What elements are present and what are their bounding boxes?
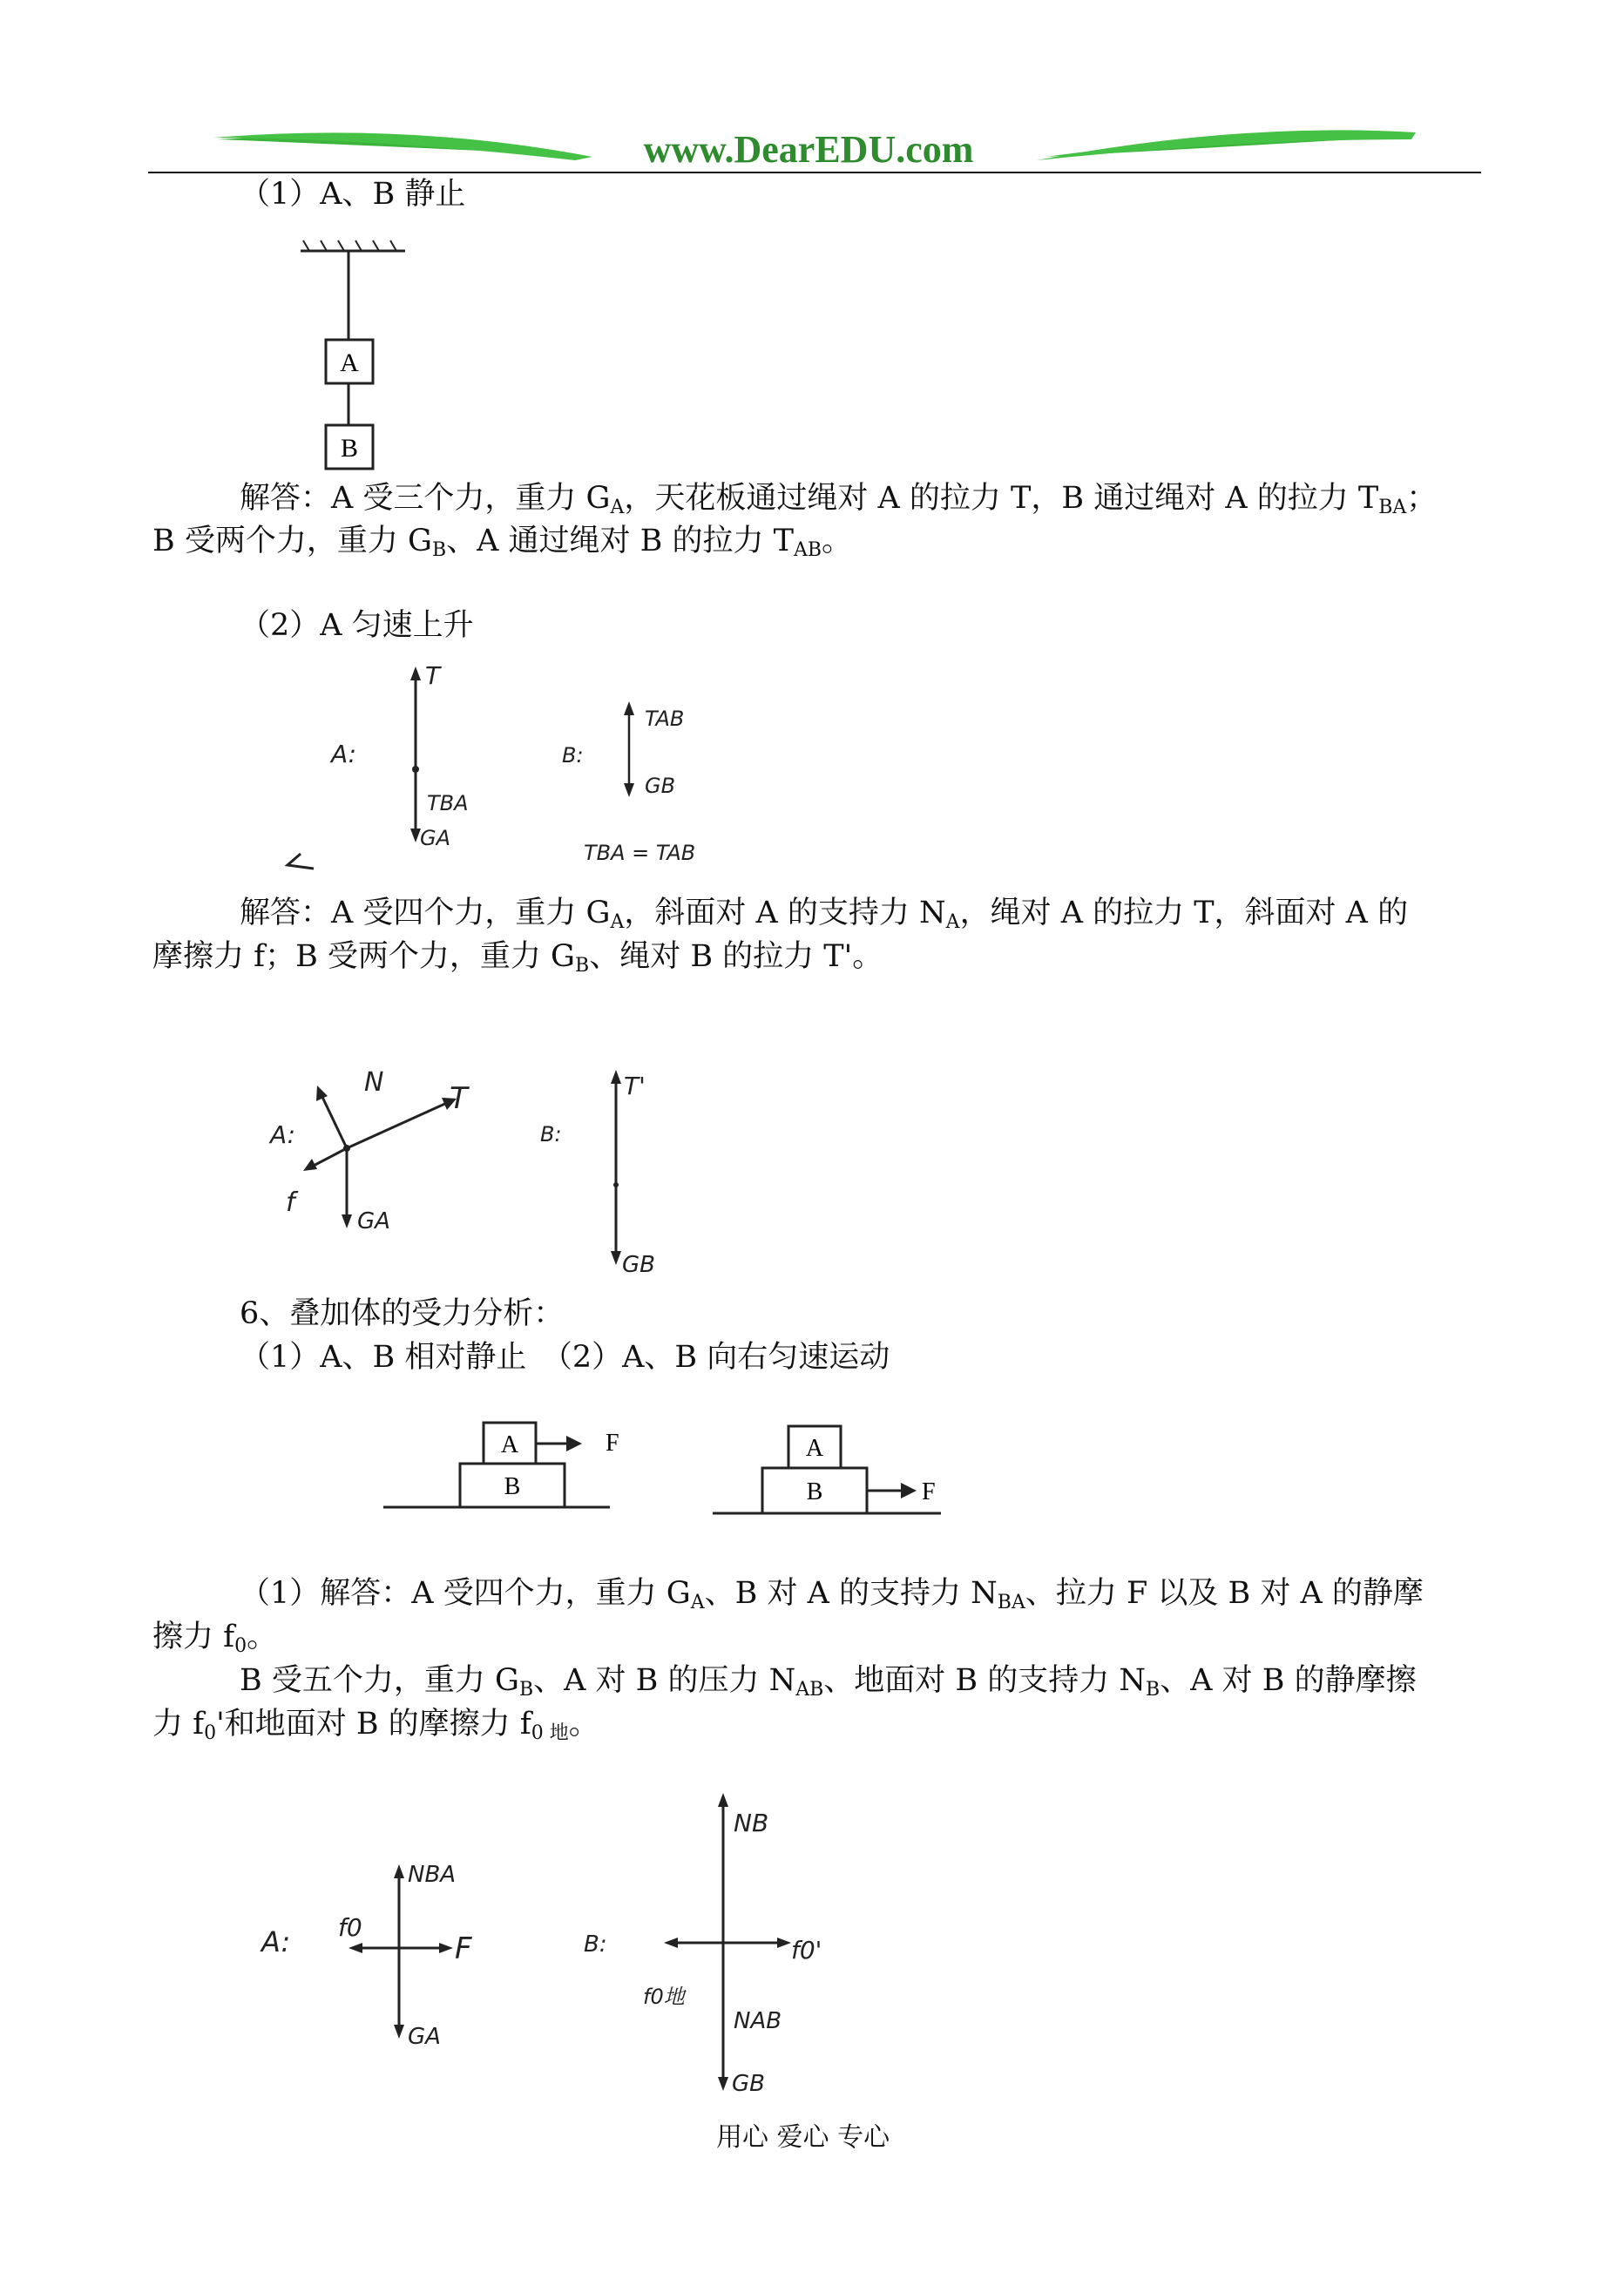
svg-text:T: T <box>450 1081 468 1116</box>
svg-text:T': T' <box>624 1072 646 1100</box>
logo-text: www.DearEDU.com <box>643 128 974 171</box>
svg-text:A:: A: <box>331 740 357 768</box>
svg-text:f0': f0' <box>791 1936 822 1965</box>
svg-text:f: f <box>286 1187 295 1218</box>
section-2-answer-line-1: 解答：A 受四个力，重力 $G_A$，斜面对 A 的支持力 $N_A$，绳对 A 的拉力 T，斜面对 A 的 <box>240 896 1409 933</box>
svg-text:A: A <box>500 1431 519 1458</box>
svg-text:GB: GB <box>645 774 676 798</box>
section-6-title: 6、叠加体的受力分析： <box>240 1296 565 1331</box>
svg-text:NAB: NAB <box>734 2008 782 2034</box>
svg-text:B: B <box>504 1473 521 1500</box>
svg-text:f0: f0 <box>338 1913 362 1942</box>
svg-text:A: A <box>805 1435 824 1462</box>
section-2-title: （2）A 匀速上升 <box>240 608 474 643</box>
section-6-answer-line-4: 力 $f_0'$和地面对 B 的摩擦力 $f_{0 地}$。 <box>152 1707 599 1744</box>
svg-text:TAB: TAB <box>645 707 685 731</box>
section-1-answer-line-1: 解答：A 受三个力，重力 $G_A$，天花板通过绳对 A 的拉力 T，B 通过绳对 A 的拉力 $T_{BA}$； <box>240 481 1438 518</box>
svg-text:F: F <box>455 1931 472 1966</box>
svg-text:NB: NB <box>734 1809 769 1837</box>
section-2-answer-line-2: 摩擦力 f；B 受两个力，重力 $G_B$、绳对 B 的拉力 T'。 <box>152 939 883 977</box>
svg-text:GA: GA <box>357 1208 390 1234</box>
svg-text:B:: B: <box>540 1122 562 1146</box>
svg-text:B:: B: <box>562 743 584 768</box>
section-6-answer-line-1: （1）解答：A 受四个力，重力 $G_A$、B 对 A 的支持力 $N_{BA}$、拉力 F 以及 B 对 A 的静摩 <box>240 1576 1424 1613</box>
incline-force-diagram <box>261 1063 784 1281</box>
footer-text: 用心 爱心 专心 <box>716 2122 890 2153</box>
stacked-force-diagram <box>253 1786 950 2100</box>
section-1-answer-line-2: B 受两个力，重力 $G_B$、A 通过绳对 B 的拉力 $T_{AB}$。 <box>152 524 853 561</box>
rise-diagram <box>288 658 810 884</box>
svg-text:F: F <box>606 1430 619 1457</box>
svg-text:NBA: NBA <box>408 1862 457 1888</box>
svg-text:F: F <box>922 1478 936 1505</box>
svg-text:A: A <box>340 348 359 377</box>
svg-text:GB: GB <box>732 2071 765 2097</box>
svg-text:T: T <box>425 661 441 690</box>
section-6-answer-line-3: B 受五个力，重力 $G_B$、A 对 B 的压力 $N_{AB}$、地面对 B 的支持力 $N_B$、A 对 B 的静摩擦 <box>240 1663 1417 1701</box>
svg-text:TBA = TAB: TBA = TAB <box>584 841 696 865</box>
hanging-diagram <box>296 235 470 479</box>
svg-text:A:: A: <box>270 1120 296 1149</box>
section-6-subtitle: （1）A、B 相对静止 （2）A、B 向右匀速运动 <box>240 1340 890 1375</box>
svg-text:GA: GA <box>420 826 451 850</box>
svg-text:B: B <box>806 1478 823 1505</box>
svg-text:f0地: f0地 <box>643 1985 685 2009</box>
svg-text:GA: GA <box>408 2024 441 2050</box>
svg-text:N: N <box>364 1067 384 1098</box>
svg-text:B:: B: <box>584 1931 607 1958</box>
svg-text:A:: A: <box>261 1925 291 1958</box>
svg-text:GB: GB <box>622 1252 655 1278</box>
header-logo <box>0 0 1624 183</box>
svg-text:TBA: TBA <box>427 791 469 815</box>
stacked-blocks-diagram <box>375 1407 985 1520</box>
svg-text:B: B <box>340 434 359 463</box>
section-6-answer-line-2: 擦力 $f_0$。 <box>152 1620 278 1657</box>
section-1-title: （1）A、B 静止 <box>240 177 466 212</box>
